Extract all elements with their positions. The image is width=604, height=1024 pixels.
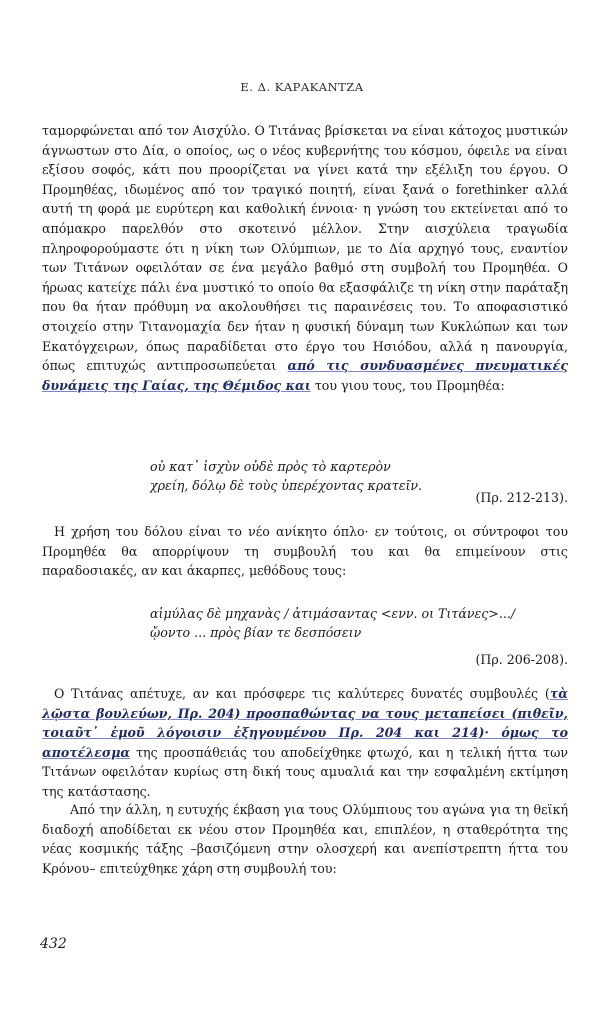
quote-1-reference: (Πρ. 212-213). [475, 490, 568, 505]
paragraph-4: Από την άλλη, η ευτυχής έκβαση για τους Ολύμπιους του αγώνα για τη θεϊκή διαδοχή αποδίδεται εκ νέου στον Προμηθέα και, επιπλέον, η σταθερότητα της νέας κοσμικής τάξης –βασιζόμενη στην ολοσχερή και ανεπίστρεπτη ήττα του Κρόνου– επιτεύχθηκε χάρη στη συμβουλή του: [42, 802, 568, 876]
paragraph-3-text-b: της προσπάθειάς του αποδείχθηκε φτωχό, και η τελική ήττα των Τιτάνων οφειλόταν κυρίως στη δική τους αμυαλιά και την εσφαλμένη εκτίμηση της κατάστασης. [42, 744, 568, 799]
greek-quote-2 [150, 604, 570, 642]
greek-quote-1-line-2: χρείη, δόλῳ δὲ τοὺς ὑπερέχοντας κρατεῖν. [150, 478, 423, 493]
paragraph-3 [42, 684, 568, 802]
page-number: 432 [40, 936, 67, 952]
greek-quote-2-line-2: ᾤοντο ... πρὸς βίαν τε δεσπόσειν [150, 625, 362, 640]
quote-2-reference: (Πρ. 206-208). [475, 652, 568, 667]
greek-quote-2-line-1: αἱμύλας δὲ μηχανὰς / ἀτιμάσαντας <ενν. οι Τιτάνες>.../ [150, 606, 516, 621]
highlighted-phrase-2: τὰ λῷστα βουλεύων, Πρ. 204) προσπαθώντας να τους μεταπείσει (πιθεῖν, τοιαῦτ᾽ ἐμοῦ λόγοισιν ἐξηγουμένου Πρ. 204 και 214)· όμως το αποτέλεσμα [42, 686, 568, 760]
greek-quote-1-line-1: οὐ κατ᾽ ἰσχὺν οὐδὲ πρὸς τὸ καρτερὸν [150, 459, 391, 474]
paragraph-3-text-a: Ο Τιτάνας απέτυχε, αν και πρόσφερε τις καλύτερες δυνατές συμβουλές ( [54, 686, 550, 701]
paragraph-1-text-a: ταμορφώνεται από τον Αισχύλο. Ο Τιτάνας βρίσκεται να είναι κάτοχος μυστικών άγνωστων στο Δία, ο οποίος, ως ο νέος κυβερνήτης του κόσμου, όφειλε να είναι εξίσου σοφός, κάτι που προορίζεται να γίνει κατά την εξέλιξη του έργου. Ο Προμηθέας, ιδωμένος από τον τραγικό ποιητή, είναι ξανά ο forethinker αλλά αυτή τη φορά με ευρύτερη και καθολική έννοια· η γνώση του εκτείνεται από το απόμακρο παρελθόν στο σκοτεινό μέλλον. Στην αισχύλεια τραγωδία πληροφορούμαστε ότι η νίκη των Ολύμπιων, με το Δία αρχηγό τους, εναντίον των Τιτάνων οφειλόταν σε ένα μεγάλο βαθμό στη συμβολή του Προμηθέα. Ο ήρωας κατείχε πάλι ένα μυστικό το οποίο θα εξασφάλιζε τη νίκη στην παράταξη που θα ήταν πρόθυμη να ακολουθήσει τις παραινέσεις του. Το αποφασιστικό στοιχείο στην Τιτανομαχία δεν ήταν η φυσική δύναμη των Κυκλώπων και των Εκατόγχειρων, όπως παραδίδεται στο έργο του Ησιόδου, αλλά η πανουργία, όπως επιτυχώς αντιπροσωπεύεται [42, 123, 568, 374]
highlighted-phrase-1: από τις συνδυασμένες πνευματικές δυνάμεις της Γαίας, της Θέμιδος και [42, 358, 568, 393]
running-head: Ε. Δ. ΚΑΡΑΚΑΝΤΖΑ [240, 80, 364, 94]
paragraph-2: Η χρήση του δόλου είναι το νέο ανίκητο όπλο· εν τούτοις, οι σύντροφοι του Προμηθέα θα απορρίψουν τη συμβουλή του και θα επιμείνουν στις παραδοσιακές, αν και άκαρπες, μεθόδους τους: [42, 524, 568, 579]
paragraph-1 [42, 121, 568, 395]
paragraph-1-text-b: του γιου τους, του Προμηθέα: [310, 377, 505, 393]
